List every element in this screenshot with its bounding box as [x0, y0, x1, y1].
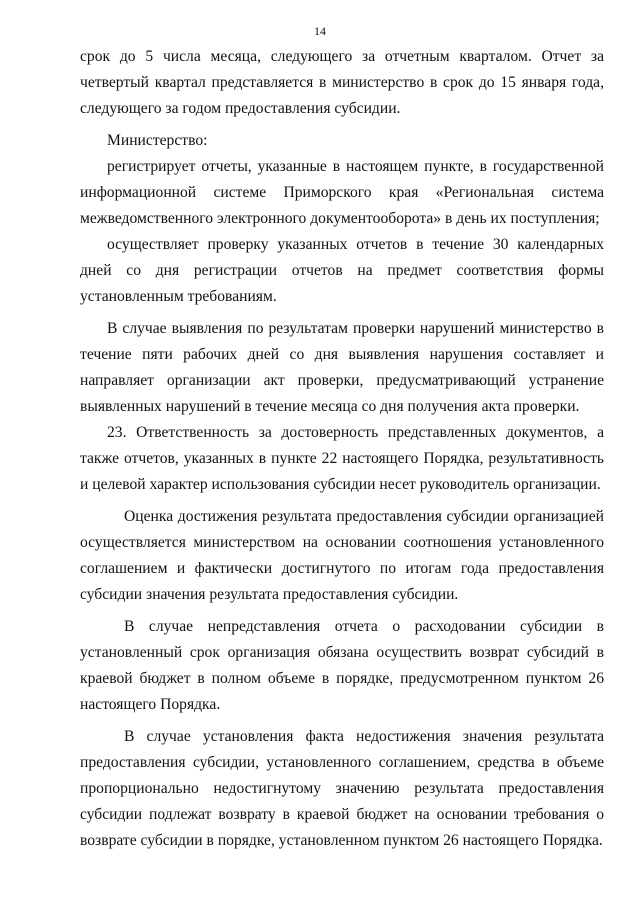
paragraph-result-not-achieved: В случае установления факта недостижения значения результата предоставления субсидии, установленного соглашением, средства в объеме пропорционально недостигнутому значению результата предоставления субсидии подлежат возврату в краевой бюджет на основании требования о возврате субсидии в порядке, установленном пунктом 26 настоящего Порядка.: [80, 728, 604, 849]
paragraph-report-deadline: срок до 5 числа месяца, следующего за отчетным кварталом. Отчет за четвертый квартал представляется в министерство в срок до 15 января года, следующего за годом предоставления субсидии.: [80, 48, 604, 117]
paragraph-checks-reports: осуществляет проверку указанных отчетов в течение 30 календарных дней со дня регистрации отчетов на предмет соответствия формы установленным требованиям.: [80, 236, 604, 305]
paragraph-item-23: 23. Ответственность за достоверность представленных документов, а также отчетов, указанных в пункте 22 настоящего Порядка, результативность и целевой характер использования субсидии несет руководитель организации.: [80, 424, 604, 493]
paragraph-result-evaluation: Оценка достижения результата предоставления субсидии организацией осуществляется министерством на основании соотношения установленного соглашением и фактически достигнутого по итогам года предоставления субсидии значения результата предоставления субсидии.: [80, 508, 604, 603]
paragraph-violations: В случае выявления по результатам проверки нарушений министерство в течение пяти рабочих дней со дня выявления нарушения составляет и направляет организации акт проверки, предусматривающий устранение выявленных нарушений в течение месяца со дня получения акта проверки.: [80, 320, 604, 415]
paragraph-report-not-submitted: В случае непредставления отчета о расходовании субсидии в установленный срок организация обязана осуществить возврат субсидий в краевой бюджет в полном объеме в порядке, предусмотренном пунктом 26 настоящего Порядка.: [80, 618, 604, 713]
paragraph-ministry-heading: Министерство:: [107, 132, 208, 149]
page-number: 14: [314, 24, 326, 38]
document-body: [80, 44, 604, 854]
paragraph-registers-reports: регистрирует отчеты, указанные в настоящем пункте, в государственной информационной системе Приморского края «Региональная система межведомственного электронного документооборота» в день их поступления;: [80, 158, 604, 227]
